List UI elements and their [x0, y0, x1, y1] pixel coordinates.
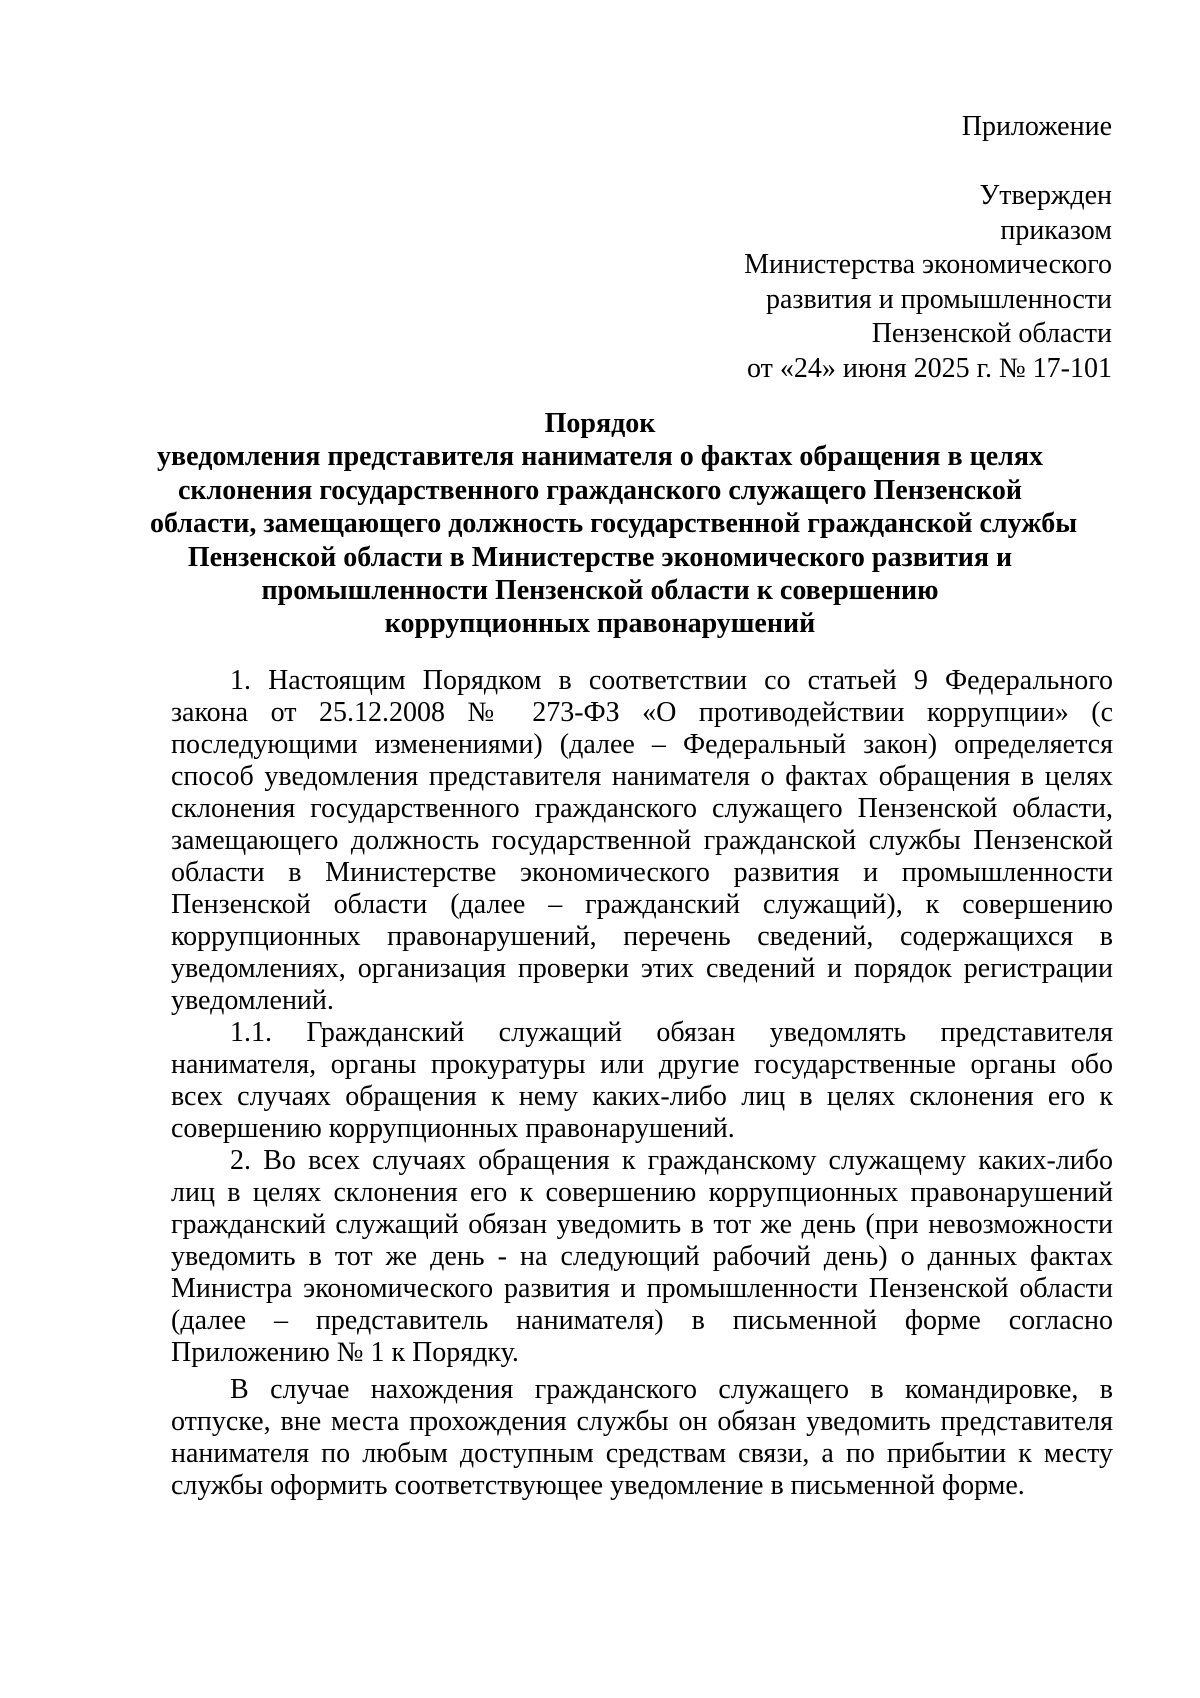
- approval-line: приказом: [1000, 214, 1112, 246]
- title-line: Пензенской области в Министерстве экономического развития и: [187, 541, 1013, 573]
- approval-line: от «24» июня 2025 г. № 17-101: [747, 352, 1112, 384]
- title-line: склонения государственного гражданского служащего Пензенской: [177, 474, 1023, 506]
- title-line: коррупционных правонарушений: [384, 608, 816, 640]
- document-body: [171, 665, 1113, 1502]
- title-line: Порядок: [544, 408, 656, 439]
- body-paragraph-1: 1. Настоящим Порядком в соответствии со статьей 9 Федерального закона от 25.12.2008 № 273-ФЗ «О противодействии коррупции» (с последующими изменениями) (далее – Федеральный закон) определяется способ уведомления представителя нанимателя о фактах обращения в целях склонения государственного гражданского служащего Пензенской области, замещающего должность государственной гражданской службы Пензенской области в Министерстве экономического развития и промышленности Пензенской области (далее – гражданский служащий), к совершению коррупционных правонарушений, перечень сведений, содержащихся в уведомлениях, организация проверки этих сведений и порядок регистрации уведомлений.: [171, 665, 1113, 1016]
- body-paragraph-2-continued: В случае нахождения гражданского служащего в командировке, в отпуске, вне места прохождения службы он обязан уведомить представителя нанимателя по любым доступным средствам связи, а по прибытии к месту службы оформить соответствующее уведомление в письменной форме.: [171, 1374, 1113, 1501]
- annex-label: Приложение: [961, 111, 1112, 142]
- document-title: [150, 407, 1078, 641]
- approval-line: Министерства экономического: [744, 249, 1112, 281]
- body-paragraph-2: 2. Во всех случаях обращения к гражданскому служащему каких-либо лиц в целях склонения его к совершению коррупционных правонарушений гражданский служащий обязан уведомить в тот же день (при невозможности уведомить в тот же день - на следующий рабочий день) о данных фактах Министра экономического развития и промышленности Пензенской области (далее – представитель нанимателя) в письменной форме согласно Приложению № 1 к Порядку.: [171, 1145, 1113, 1368]
- approval-line: Утвержден: [979, 180, 1112, 211]
- title-line: промышленности Пензенской области к совершению: [261, 575, 939, 607]
- title-line: уведомления представителя нанимателя о фактах обращения в целях: [157, 441, 1043, 473]
- title-line: области, замещающего должность государственной гражданской службы: [150, 508, 1078, 540]
- body-paragraph-1-1: 1.1. Гражданский служащий обязан уведомлять представителя нанимателя, органы прокуратуры или другие государственные органы обо всех случаях обращения к нему каких-либо лиц в целях склонения его к совершению коррупционных правонарушений.: [171, 1017, 1113, 1144]
- approval-line: развития и промышленности: [765, 283, 1112, 315]
- approval-line: Пензенской области: [871, 318, 1112, 350]
- approval-stamp-block: [744, 179, 1112, 387]
